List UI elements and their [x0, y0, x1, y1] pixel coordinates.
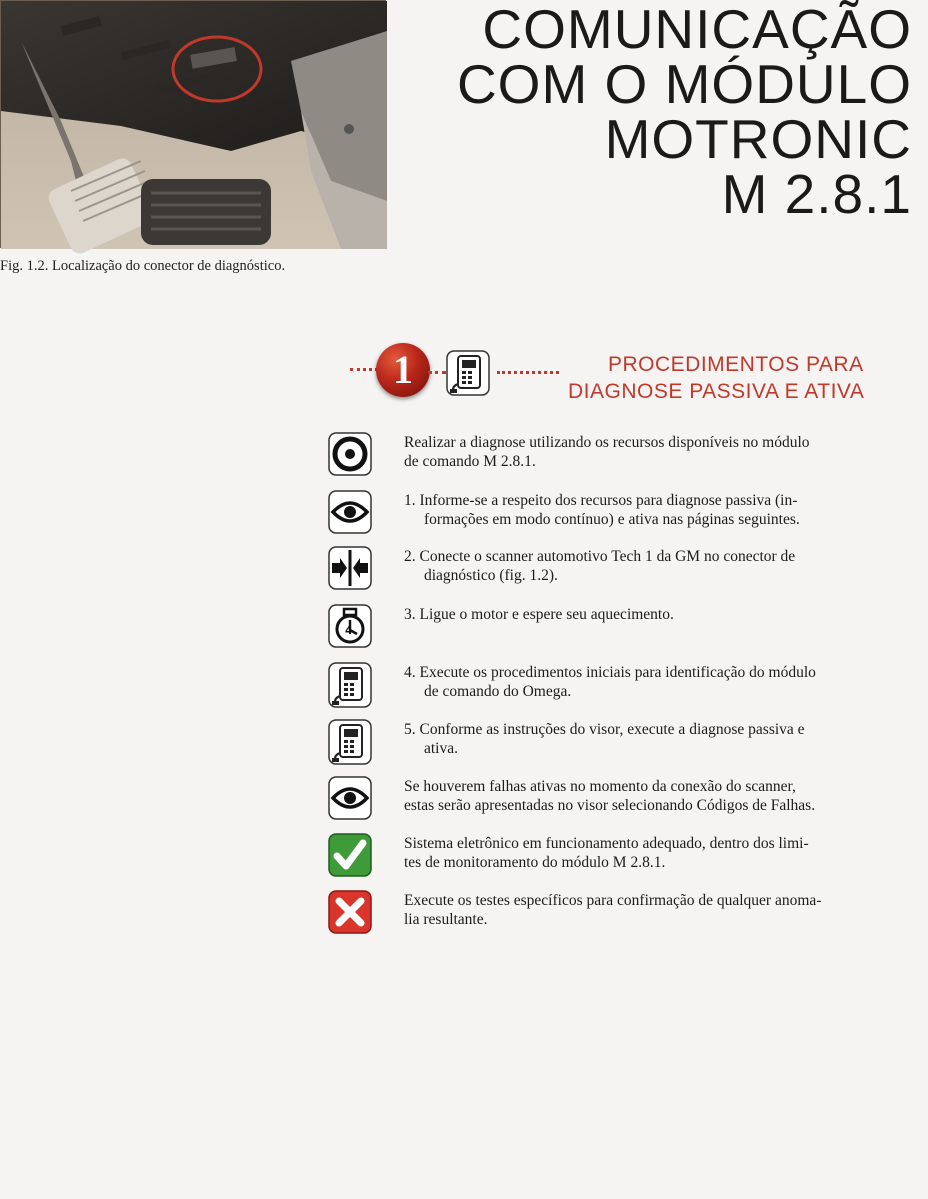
scanner-icon: [328, 662, 372, 706]
svg-text:4: 4: [345, 624, 353, 637]
connect-icon: [328, 546, 372, 590]
title-line: COMUNICAÇÃO: [482, 0, 912, 60]
connector-location-photo: [0, 0, 386, 248]
step-text-line: Execute os testes específicos para confirmação de qualquer anoma-: [404, 892, 822, 909]
engine-temp-icon: [328, 604, 372, 648]
step-text-line: 1. Informe-se a respeito dos recursos para diagnose passiva (in-: [404, 492, 798, 509]
step-text-line: formações em modo contínuo) e ativa nas páginas seguintes.: [424, 511, 800, 528]
step-text-line: 2. Conecte o scanner automotivo Tech 1 da GM no conector de: [404, 548, 796, 565]
step-text-line: 4. Execute os procedimentos iniciais para identificação do módulo: [404, 664, 816, 681]
dotted-line: [497, 371, 559, 380]
step-text-line: tes de monitoramento do módulo M 2.8.1.: [404, 854, 666, 871]
title-line: M 2.8.1: [721, 163, 912, 225]
eye-icon: [328, 490, 372, 534]
section-title: [568, 351, 928, 405]
check-icon: [328, 833, 372, 877]
step-text-line: Se houverem falhas ativas no momento da conexão do scanner,: [404, 778, 796, 795]
cross-icon: [328, 890, 372, 934]
step-text-line: ativa.: [424, 740, 458, 757]
title-line: COM O MÓDULO: [456, 53, 912, 115]
step-text-line: Sistema eletrônico em funcionamento adequado, dentro dos limi-: [404, 835, 809, 852]
step-text-line: de comando do Omega.: [424, 683, 572, 700]
dotted-line: [428, 371, 446, 380]
step-text-line: estas serão apresentadas no visor selecionando Códigos de Falhas.: [404, 797, 816, 814]
title-line: MOTRONIC: [604, 108, 912, 170]
step-text-line: 5. Conforme as instruções do visor, execute a diagnose passiva e: [404, 721, 805, 738]
section-title-line: PROCEDIMENTOS PARA: [608, 353, 864, 376]
step-text-line: Realizar a diagnose utilizando os recursos disponíveis no módulo: [404, 434, 810, 451]
section-header: [350, 340, 865, 410]
page-title: [456, 0, 912, 225]
dotted-line: [350, 368, 378, 377]
figure-caption: Fig. 1.2. Localização do conector de diagnóstico.: [0, 258, 286, 274]
section-title-line: DIAGNOSE PASSIVA E ATIVA: [568, 380, 865, 403]
scanner-icon: [446, 350, 490, 396]
scanner-icon: [328, 719, 372, 763]
step-text-line: 3. Ligue o motor e espere seu aquecimento.: [404, 606, 674, 623]
target-icon: [328, 432, 372, 476]
step-text-line: lia resultante.: [404, 911, 488, 928]
step-text-line: de comando M 2.8.1.: [404, 453, 536, 470]
eye-icon: [328, 776, 372, 820]
section-number-badge: 1: [376, 343, 430, 397]
step-text-line: diagnóstico (fig. 1.2).: [424, 567, 558, 584]
